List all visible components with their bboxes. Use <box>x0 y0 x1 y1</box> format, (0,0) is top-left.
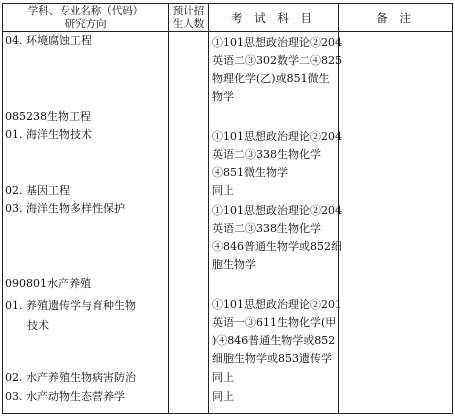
subjects-disease-control: 同上 <box>212 371 234 384</box>
direction-marine-biotech: 01. 海洋生物技术 <box>5 128 92 141</box>
subject-line: ④846普通生物学或852细 <box>212 240 342 253</box>
header-subjects: 考 试 科 目 <box>231 11 316 25</box>
admissions-table <box>2 3 453 414</box>
direction-marine-biodiversity: 03. 海洋生物多样性保护 <box>5 202 125 215</box>
header-quota-line1: 预计招 <box>172 5 205 17</box>
direction-genetic-engineering: 02. 基因工程 <box>5 184 70 197</box>
direction-environmental-corrosion: 04. 环境腐蚀工程 <box>5 34 92 47</box>
subject-line: 英语二③338生物化学 <box>212 222 321 235</box>
subjects-marine-biodiversity <box>212 202 342 274</box>
subject-line: 物学 <box>212 90 234 103</box>
direction-ecological-nutrition: 03. 水产动物生态营养学 <box>5 390 125 403</box>
subject-line: 胞生物学 <box>212 258 256 271</box>
header-remarks: 备 注 <box>376 11 415 25</box>
header-divider <box>3 31 452 32</box>
header-major-line2: 研究方向 <box>64 18 107 30</box>
subject-line: ④851微生物学 <box>212 166 288 179</box>
major-aquaculture: 090801水产养殖 <box>5 277 91 290</box>
subject-line: 英语二③338生物化学 <box>212 148 321 161</box>
header-quota-line2: 生人数 <box>172 18 205 30</box>
direction-disease-control: 02. 水产养殖生物病害防治 <box>5 371 136 384</box>
header-quota <box>169 5 208 31</box>
subject-line: 物理化学(乙)或851微生 <box>212 72 330 85</box>
header-major-line1: 学科、专业名称（代码） <box>27 5 144 17</box>
subject-line: 细胞生物学或853遗传学 <box>212 352 332 365</box>
direction-line: 技术 <box>27 319 49 332</box>
subjects-genetic-engineering: 同上 <box>212 184 234 197</box>
subject-line: ①101思想政治理论②201 <box>212 298 342 311</box>
subject-line: ①101思想政治理论②204 <box>212 130 342 143</box>
subject-line: 英语二③302数学二④825 <box>212 54 342 67</box>
major-biological-engineering: 085238生物工程 <box>5 110 91 123</box>
subjects-environmental-corrosion <box>212 34 342 106</box>
subjects-marine-biotech <box>212 128 342 182</box>
direction-breeding-genetics <box>5 296 136 336</box>
column-divider <box>168 4 169 413</box>
subjects-breeding-genetics <box>212 296 342 368</box>
subject-line: ①101思想政治理论②204 <box>212 36 342 49</box>
header-major <box>3 5 168 31</box>
subject-line: )④846普通生物学或852 <box>212 334 336 347</box>
direction-line: 01. 养殖遗传学与育种生物 <box>5 299 136 312</box>
column-divider <box>208 4 209 413</box>
subjects-ecological-nutrition: 同上 <box>212 390 234 403</box>
subject-line: 英语一③611生物化学(甲 <box>212 316 337 329</box>
subject-line: ①101思想政治理论②204 <box>212 204 342 217</box>
